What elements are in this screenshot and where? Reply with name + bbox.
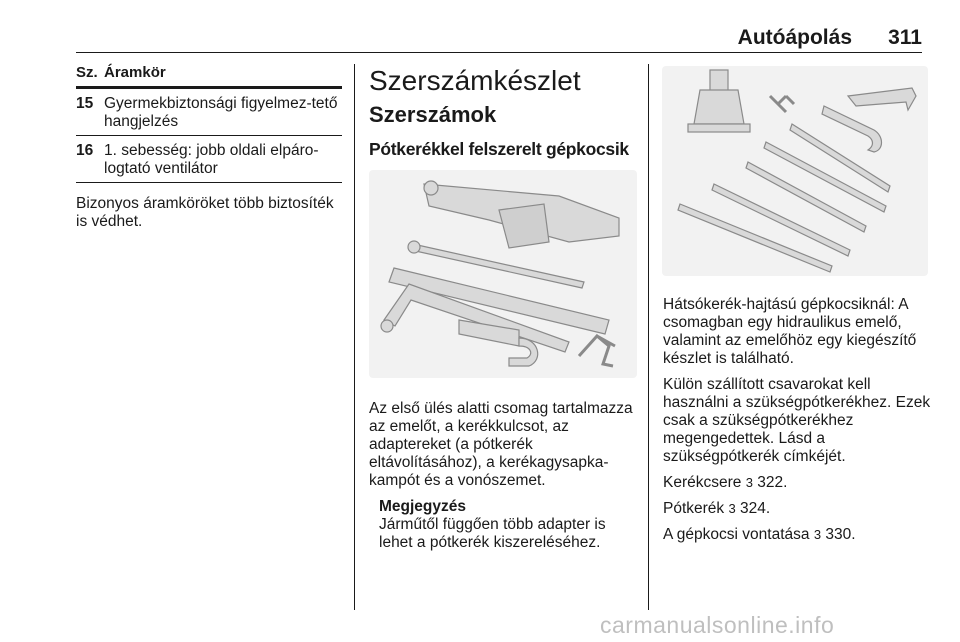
page-reference-icon: 3 [728, 501, 736, 516]
spare-wheel-heading: Pótkerékkel felszerelt gépkocsik [369, 139, 629, 159]
section-title: Szerszámkészlet [369, 65, 581, 96]
page-number: 311 [888, 26, 922, 49]
cross-reference [663, 474, 933, 492]
table-row [76, 136, 342, 183]
ref-page[interactable]: 322. [757, 474, 788, 491]
tools-column [369, 64, 637, 160]
fuse-number: 16 [76, 142, 94, 159]
fuse-table-column [76, 64, 342, 231]
rwd-column-text [663, 296, 933, 552]
ref-label: Kerékcsere [663, 474, 742, 491]
ref-label: A gépkocsi vontatása [663, 526, 810, 543]
ref-page[interactable]: 324. [740, 500, 771, 517]
tool-kit-illustration [369, 170, 637, 378]
header-divider [76, 52, 922, 53]
fuse-table-header [76, 64, 342, 89]
col-circuit-header: Áramkör [104, 64, 166, 81]
section-subtitle: Szerszámok [369, 102, 497, 127]
fuse-number: 15 [76, 95, 94, 112]
table-row [76, 89, 342, 136]
scissor-jack-tools-drawing [369, 170, 637, 378]
cross-reference [663, 526, 933, 544]
tools-column-text [369, 400, 637, 552]
ref-label: Pótkerék [663, 500, 725, 517]
cross-reference [663, 500, 933, 518]
note-text: Járműtől függően több adapter is lehet a pótkerék kiszereléséhez. [379, 516, 606, 551]
watermark: carmanualsonline.info [600, 612, 835, 638]
ref-page[interactable]: 330. [825, 526, 856, 543]
page-reference-icon: 3 [745, 475, 753, 490]
fuse-description: 1. sebesség: jobb oldali elpáro-logtató ventilátor [104, 142, 319, 177]
page-header-title: Autóápolás [737, 26, 852, 49]
col-no-header: Sz. [76, 64, 98, 81]
page-reference-icon: 3 [813, 527, 822, 542]
rwd-description: Hátsókerék-hajtású gépkocsiknál: A csomagban egy hidraulikus emelő, valamint az emelőhöz egy kiegészítő készlet is található. [663, 296, 917, 367]
hydraulic-jack-illustration [662, 66, 928, 276]
note-title: Megjegyzés [379, 498, 467, 515]
note-block [379, 498, 637, 552]
column-divider-1 [354, 64, 355, 610]
separate-bolts-text: Külön szállított csavarokat kell használni a szükségpótkerékhez. Ezek csak a szükségpótkerékhez megengedettek. Lásd a szükségpótkerék címkéjét. [663, 376, 931, 465]
hydraulic-jack-tools-drawing [662, 66, 928, 276]
fuse-footer-text: Bizonyos áramköröket több biztosíték is védhet. [76, 195, 334, 230]
fuse-description: Gyermekbiztonsági figyelmez-tető hangjelzés [104, 95, 338, 130]
column-divider-2 [648, 64, 649, 610]
spare-wheel-description: Az első ülés alatti csomag tartalmazza az emelőt, a kerékkulcsot, az adaptereket (a pótkerék eltávolításához), a kerékagysapka-kampót és a vonószemet. [369, 400, 633, 489]
